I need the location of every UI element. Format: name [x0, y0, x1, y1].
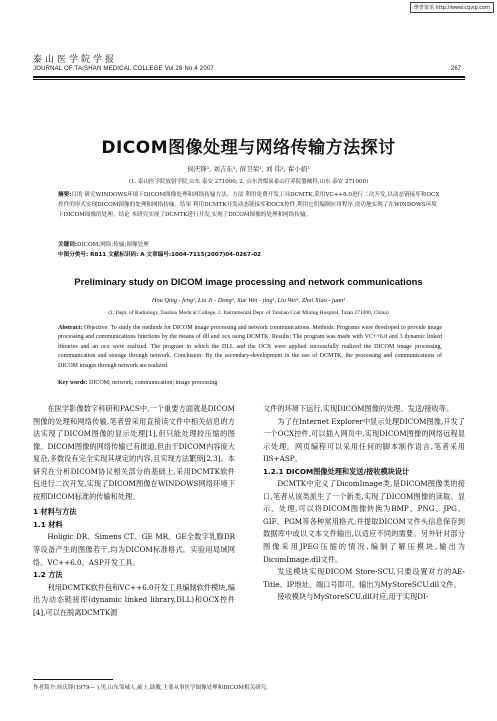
authors-en: Hou Qing - feng¹, Liu Ji - Dong¹, Xue Wei - jing¹, Liu Wei¹, Zhai Xiao - juan¹: [151, 297, 346, 304]
intro-paragraph: 在医学影像数字科研和PACS中,一个重要方面就是DICOM图像的处理和网络传输,笔者曾采用直接读文件中相关信息的方法实现了DICOM图像的显示处理[1],但只能处理较压缩的图像。DICOM图像的网络传输已有报道,但由于DICOM内容庞大复杂,多数没有完全实现其规定的内容,且实现方法繁琐[2,3]。本研究在分析DICOM协议相关部分的基础上,采用DCMTK软件包进行二次开发,实现了DICOM图像在WINDOWS网络环境下按照DICOM标准的传输和处理。: [33, 404, 235, 501]
affiliation-cn: (1. 泰山医学院放射学院,山东 泰安 271000; 2. 山东省煤炭泰山疗养院器械科,山东 泰安 271000): [128, 179, 369, 185]
abstract-cn: [58, 190, 442, 220]
author-footnote: 作者简介:侯庆锋(1979— ),男,山东邹城人,硕士,助教,主要从事医学图像处理和DICOM相关研究。: [33, 685, 272, 691]
abstract-en-label: Abstract:: [58, 325, 83, 331]
abstract-en-text: Objective: To study the methods for DICOM image processing and network communications. Methods: Programs were developed to provide image processing and communications functions by the means of dll and ocx using DCMTK. Results: The program was made with VC++6.0 and 3 dynamic linked libraries and an ocx were realized. The program in which the DLL and the OCX were applied successfully realized the DICOM image processing, communication and storage through network. Conclusion: By the secondary-development in the use of DCMTK, the processing and communications of DICOM images through network are realized.: [58, 325, 442, 369]
section-heading-1: 1 材料与方法: [33, 507, 77, 517]
classification-cn: 中图分类号: R811 文献标识码: A 文章编号:1004-7115(2007)04-0267-02: [58, 252, 262, 258]
dicomimage-paragraph: DCMTK中定义了DicomImage类,是DICOM图像类的接口,笔者从该类派生了一个新类,实现了DICOM图像的读取、显示、处理,可以将DICOM图像转换为BMP、PNG、JPG、GIF、PGM等各种常用格式,并提取DICOM文件头信息保存到数据库中或以文本文件输出,以适应不同的需要。另外针对部分图像采用JPEG压缩的情况,编制了解压模块,输出为DicomImage.dll文件。: [263, 479, 465, 564]
article-title-en: Preliminary study on DICOM image processing and network communications: [74, 277, 423, 288]
abstract-cn-text: 目的 研究WINDOWS环境下DICOM图像处理和网络传输方法。方法 利用免费开发工具DCMTK,采用VC++6.0进行二次开发,以动态链接库和OCX控件的形式实现DICOM图像的处理和网络传输。结果 利用DCMTK开发动态链接库和OCX控件,利用它们编制应用程序,成功地实现了在WINDOWS环境下DICOM图像的处理。结论 本研究实现了DCMTK进行开发,实现了DICOM图像的处理和网络传输。: [58, 192, 440, 218]
receive-module-paragraph: 接收模块与MyStoreSCU.dll对应,用于实现DI-: [277, 592, 429, 602]
footnote-rule: [33, 679, 113, 680]
body-column-left: [33, 403, 235, 619]
keywords-cn-label: 关键词:: [58, 242, 78, 248]
materials-paragraph: Holigic DR、Simens CT、GE MR、GE全数字乳腺DR等设备产生的图像若干,均为DICOM标准格式。实验用局域网络。VC++6.0、ASP开发工具。: [33, 532, 235, 567]
section-heading-1-2: 1.2 方法: [33, 570, 63, 580]
keywords-en: [58, 380, 442, 386]
methods-paragraph: 利用DCMTK软件包和VC++6.0开发工具编制软件模块,编出为动态链接库(dynamic linked library,DLL)和OCX控件[4],可以在脱离DCMTK源: [33, 582, 235, 617]
abstract-en: [58, 324, 442, 371]
send-module-paragraph: 发送模块实现DICOM Store-SCU,只要设置对方的AE-Title、IP地址、端口号即可。输出为MyStoreSCU.dll文件。: [263, 567, 465, 589]
methods-paragraph-cont: 文件的环境下运行,实现DICOM图像的处理、发送/接收等。: [263, 404, 454, 413]
keywords-en-text: DICOM; network; communication; image processing: [89, 380, 218, 386]
journal-name-cn: 泰山医学院学报: [33, 55, 118, 65]
affiliation-en: (1. Dept. of Radiology, Taishan Medical College, 2. Instrumental Dept. of Taishan Coal Mining Hospital, Taian 271000, China): [108, 310, 389, 316]
section-heading-1-2-1: 1.2.1 DICOM图像处理和发送/接收模块设计: [263, 466, 410, 476]
abstract-cn-label: 摘要:: [58, 192, 72, 198]
watermark-stamp: 维普资讯 http://www.cqvip.com: [410, 2, 494, 13]
authors-cn: 侯庆锋¹, 刘吉东¹, 薛卫荣¹, 刘 伟¹, 翟小娟¹: [187, 165, 310, 173]
keywords-cn: [58, 240, 442, 250]
header-rule-thin: [33, 79, 465, 80]
keywords-cn-text: DICOM;网络;传输;图像处理: [77, 242, 149, 248]
section-heading-1-1: 1.1 材料: [33, 519, 63, 529]
page-number: 267: [450, 66, 461, 72]
body-column-right: [263, 403, 465, 604]
article-title-cn: DICOM图像处理与网络传输方法探讨: [101, 138, 396, 158]
ocx-paragraph: 为了在Internet Explorer中显示处理DICOM图像,开发了一个OCX控件,可以插入网页中,实现DICOM图像的网络远程显示处理。网页编程可以采用任何的脚本制作语言,笔者采用IIS+ASP。: [263, 416, 465, 464]
journal-name-en: JOURNAL OF TAISHAN MEDICAL COLLEGE Vol.28 No.4 2007: [33, 66, 214, 72]
header-rule-thick: [33, 76, 465, 78]
keywords-en-label: Key words:: [58, 380, 88, 386]
